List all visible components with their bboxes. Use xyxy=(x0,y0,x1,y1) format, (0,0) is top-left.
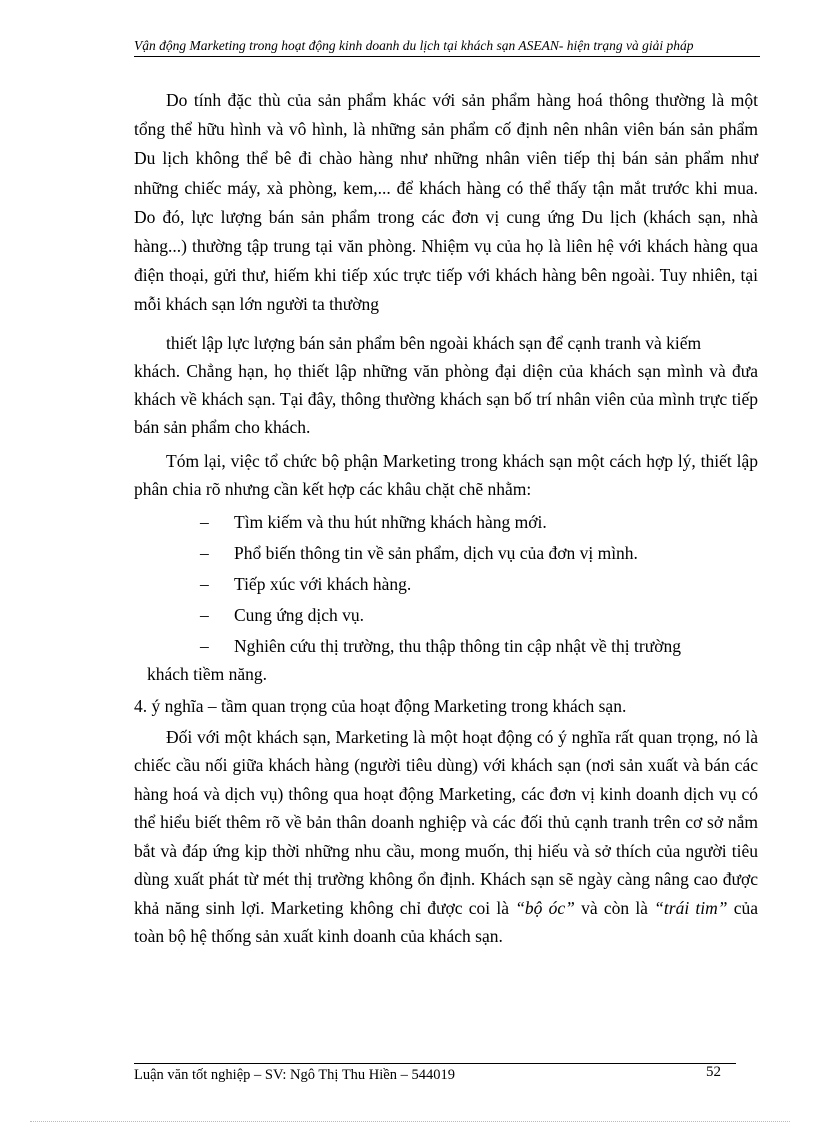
dash-list xyxy=(134,507,758,686)
dash-mark: – xyxy=(200,573,209,594)
footer-divider xyxy=(134,1063,736,1064)
dash-mark: – xyxy=(200,542,209,563)
page-edge-divider xyxy=(30,1121,790,1122)
dash-mark: – xyxy=(200,604,209,625)
paragraph-1: Do tính đặc thù của sản phẩm khác với sản phẩm hàng hoá thông thường là một tổng thể hữu hình và vô hình, là những sản phẩm cố định nên nhân viên bán sản phẩm Du lịch không thể bê đi chào hàng như những nhân viên tiếp thị bán sản phẩm như những chiếc máy, xà phòng, kem,... để khách hàng có thể thấy tận mắt trước khi mua. Do đó, lực lượng bán sản phẩm trong các đơn vị cung ứng Du lịch (khách sạn, nhà hàng...) thường tập trung tại văn phòng. Nhiệm vụ của họ là liên hệ với khách hàng qua điện thoại, gửi thư, hiếm khi tiếp xúc trực tiếp với khách hàng bên ngoài. Tuy nhiên, tại mỗi khách sạn lớn người ta thường xyxy=(134,90,758,315)
paragraph-4-text: Đối với một khách sạn, Marketing là một hoạt động có ý nghĩa rất quan trọng, nó là chiếc cầu nối giữa khách hàng (người tiêu dùng) với khách sạn (nơi sản xuất và bán các hàng hoá và dịch vụ) thông qua hoạt động Marketing, các đơn vị kinh doanh dịch vụ có thể hiểu biết thêm rõ về bản thân doanh nghiệp và các đối thủ cạnh tranh trên cơ sở nắm bắt và đáp ứng kịp thời những nhu cầu, mong muốn, thị hiếu và sở thích của người tiêu dùng xuất phát từ mét thị trường không ổn định. Khách sạn sẽ ngày càng nâng cao được khả năng sinh lợi. Marketing không chỉ được coi là xyxy=(134,726,758,918)
dash-mark: – xyxy=(200,635,209,656)
page-body xyxy=(134,86,758,951)
list-item xyxy=(134,538,758,569)
paragraph-4-text: của toàn bộ hệ thống sản xuất kinh doanh của khách sạn. xyxy=(134,897,758,947)
paragraph-4 xyxy=(134,723,758,951)
list-item-text: Nghiên cứu thị trường, thu thập thông tin cập nhật về thị trường xyxy=(234,635,681,656)
paragraph-4-text: và còn là xyxy=(574,897,655,918)
list-item-text: Tiếp xúc với khách hàng. xyxy=(234,573,412,594)
list-item xyxy=(134,507,758,538)
quote-bo-oc: “bộ óc” xyxy=(515,897,575,918)
footer-text: Luận văn tốt nghiệp – SV: Ngô Thị Thu Hiền – 544019 xyxy=(134,1067,455,1083)
page-number: 52 xyxy=(706,1064,721,1080)
paragraph-2 xyxy=(134,329,758,441)
list-item-text: Phổ biến thông tin về sản phẩm, dịch vụ của đơn vị mình. xyxy=(234,542,638,563)
list-item xyxy=(134,600,758,631)
list-item-text: Cung ứng dịch vụ. xyxy=(234,604,365,625)
list-item-text: Tìm kiếm và thu hút những khách hàng mới. xyxy=(234,511,547,532)
list-item-text-continued: khách tiềm năng. xyxy=(147,663,268,684)
quote-trai-tim: “trái tim” xyxy=(654,897,728,918)
section-heading: 4. ý nghĩa – tầm quan trọng của hoạt động Marketing trong khách sạn. xyxy=(134,695,627,716)
page-header: Vận động Marketing trong hoạt động kinh doanh du lịch tại khách sạn ASEAN- hiện trạng và giải pháp xyxy=(134,37,760,57)
paragraph-3: Tóm lại, việc tổ chức bộ phận Marketing trong khách sạn một cách hợp lý, thiết lập phân chia rõ nhưng cần kết hợp các khâu chặt chẽ nhằm: xyxy=(134,450,758,499)
list-item xyxy=(134,631,758,686)
dash-mark: – xyxy=(200,511,209,532)
paragraph-2-first-line: thiết lập lực lượng bán sản phẩm bên ngoài khách sạn để cạnh tranh và kiếm xyxy=(166,332,702,353)
list-item xyxy=(134,569,758,600)
paragraph-2-rest: khách. Chẳng hạn, họ thiết lập những văn phòng đại diện của khách sạn mình và đưa khách về khách sạn. Tại đây, thông thường khách sạn bố trí nhân viên của mình trực tiếp bán sản phẩm cho khách. xyxy=(134,360,758,437)
